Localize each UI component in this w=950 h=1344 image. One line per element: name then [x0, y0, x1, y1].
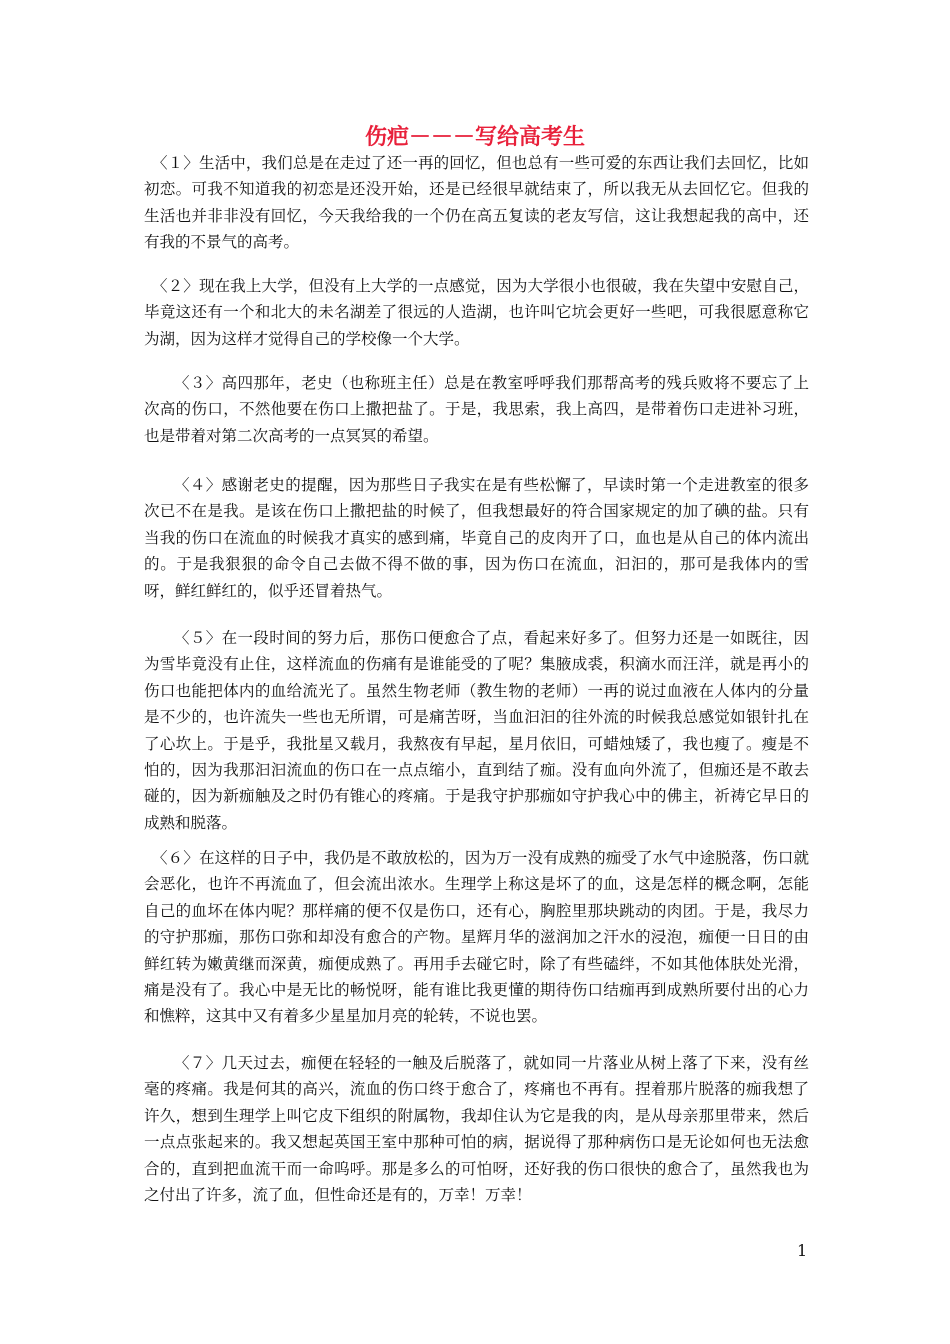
paragraph-6: 〈６〉在这样的日子中，我仍是不敢放松的，因为万一没有成熟的痂受了水气中途脱落，伤口就会恶化，也许不再流血了，但会流出浓水。生理学上称这是坏了的血，这是怎样的概念啊，怎能自己的血坏在体内呢？那样痛的便不仅是伤口，还有心，胸腔里那块跳动的肉团。于是，我尽力的守护那痂，那伤口弥和却没有愈合的产物。星辉月华的滋润加之汗水的浸泡，痂便一日日的由鲜红转为嫩黄继而深黄，痂便成熟了。再用手去碰它时，除了有些磕绊，不如其他体肤处光滑，痛是没有了。我心中是无比的畅悦呀，能有谁比我更懂的期待伤口结痂再到成熟所要付出的心力和憔粹，这其中又有着多少星星加月亮的轮转，不说也罢。	[144, 849, 809, 1026]
page-number: 1	[797, 1241, 808, 1260]
paragraph-4: 〈４〉感谢老史的提醒，因为那些日子我实在是有些松懈了，早读时第一个走进教室的很多次已不在是我。是该在伤口上撒把盐的时候了，但我想最好的符合国家规定的加了碘的盐。只有当我的伤口在流血的时候我才真实的感到痛，毕竟自己的皮肉开了口，血也是从自己的体内流出的。于是我狠狠的命令自己去做不得不做的事，因为伤口在流血，汩汩的，那可是我体内的雪呀，鲜红鲜红的，似乎还冒着热气。	[144, 476, 809, 600]
document-title: 伤疤－－－写给高考生	[364, 124, 585, 150]
paragraph-1: 〈１〉生活中，我们总是在走过了还一再的回忆，但也总有一些可爱的东西让我们去回忆，比如初恋。可我不知道我的初恋是还没开始，还是已经很早就结束了，所以我无从去回忆它。但我的生活也并非非没有回忆，今天我给我的一个仍在高五复读的老友写信，这让我想起我的高中，还有我的不景气的高考。	[144, 154, 809, 252]
paragraph-5: 〈５〉在一段时间的努力后，那伤口便愈合了点，看起来好多了。但努力还是一如既往，因为雪毕竟没有止住，这样流血的伤痛有是谁能受的了呢？集腋成裘，积滴水而汪洋，就是再小的伤口也能把体内的血给流光了。虽然生物老师（教生物的老师）一再的说过血液在人体内的分量是不少的，也许流失一些也无所谓，可是痛苦呀，当血汩汩的往外流的时候我总感觉如银针扎在了心坎上。于是乎，我批星又载月，我熬夜有早起，星月依旧，可蜡烛矮了，我也瘦了。瘦是不怕的，因为我那汩汩流血的伤口在一点点缩小，直到结了痂。没有血向外流了，但痂还是不敢去碰的，因为新痂触及之时仍有锥心的疼痛。于是我守护那痂如守护我心中的佛主，祈祷它早日的成熟和脱落。	[144, 629, 809, 832]
paragraph-7: 〈７〉几天过去，痂便在轻轻的一触及后脱落了，就如同一片落业从树上落了下来，没有丝毫的疼痛。我是何其的高兴，流血的伤口终于愈合了，疼痛也不再有。捏着那片脱落的痂我想了许久，想到生理学上叫它皮下组织的附属物，我却住认为它是我的肉，是从母亲那里带来，然后一点点张起来的。我又想起英国王室中那种可怕的病，据说得了那种病伤口是无论如何也无法愈合的，直到把血流干而一命呜呼。那是多么的可怕呀，还好我的伤口很快的愈合了，虽然我也为之付出了许多，流了血，但性命还是有的，万幸！万幸！	[144, 1054, 809, 1205]
paragraph-3: 〈３〉高四那年，老史（也称班主任）总是在教室呼呼我们那帮高考的残兵败将不要忘了上次高的伤口，不然他要在伤口上撒把盐了。于是，我思索，我上高四，是带着伤口走进补习班，也是带着对第二次高考的一点冥冥的希望。	[144, 374, 809, 445]
paragraph-2: 〈２〉现在我上大学，但没有上大学的一点感觉，因为大学很小也很破，我在失望中安慰自己，毕竟这还有一个和北大的未名湖差了很远的人造湖，也许叫它坑会更好一些吧，可我很愿意称它为湖，因为这样才觉得自己的学校像一个大学。	[144, 277, 809, 348]
